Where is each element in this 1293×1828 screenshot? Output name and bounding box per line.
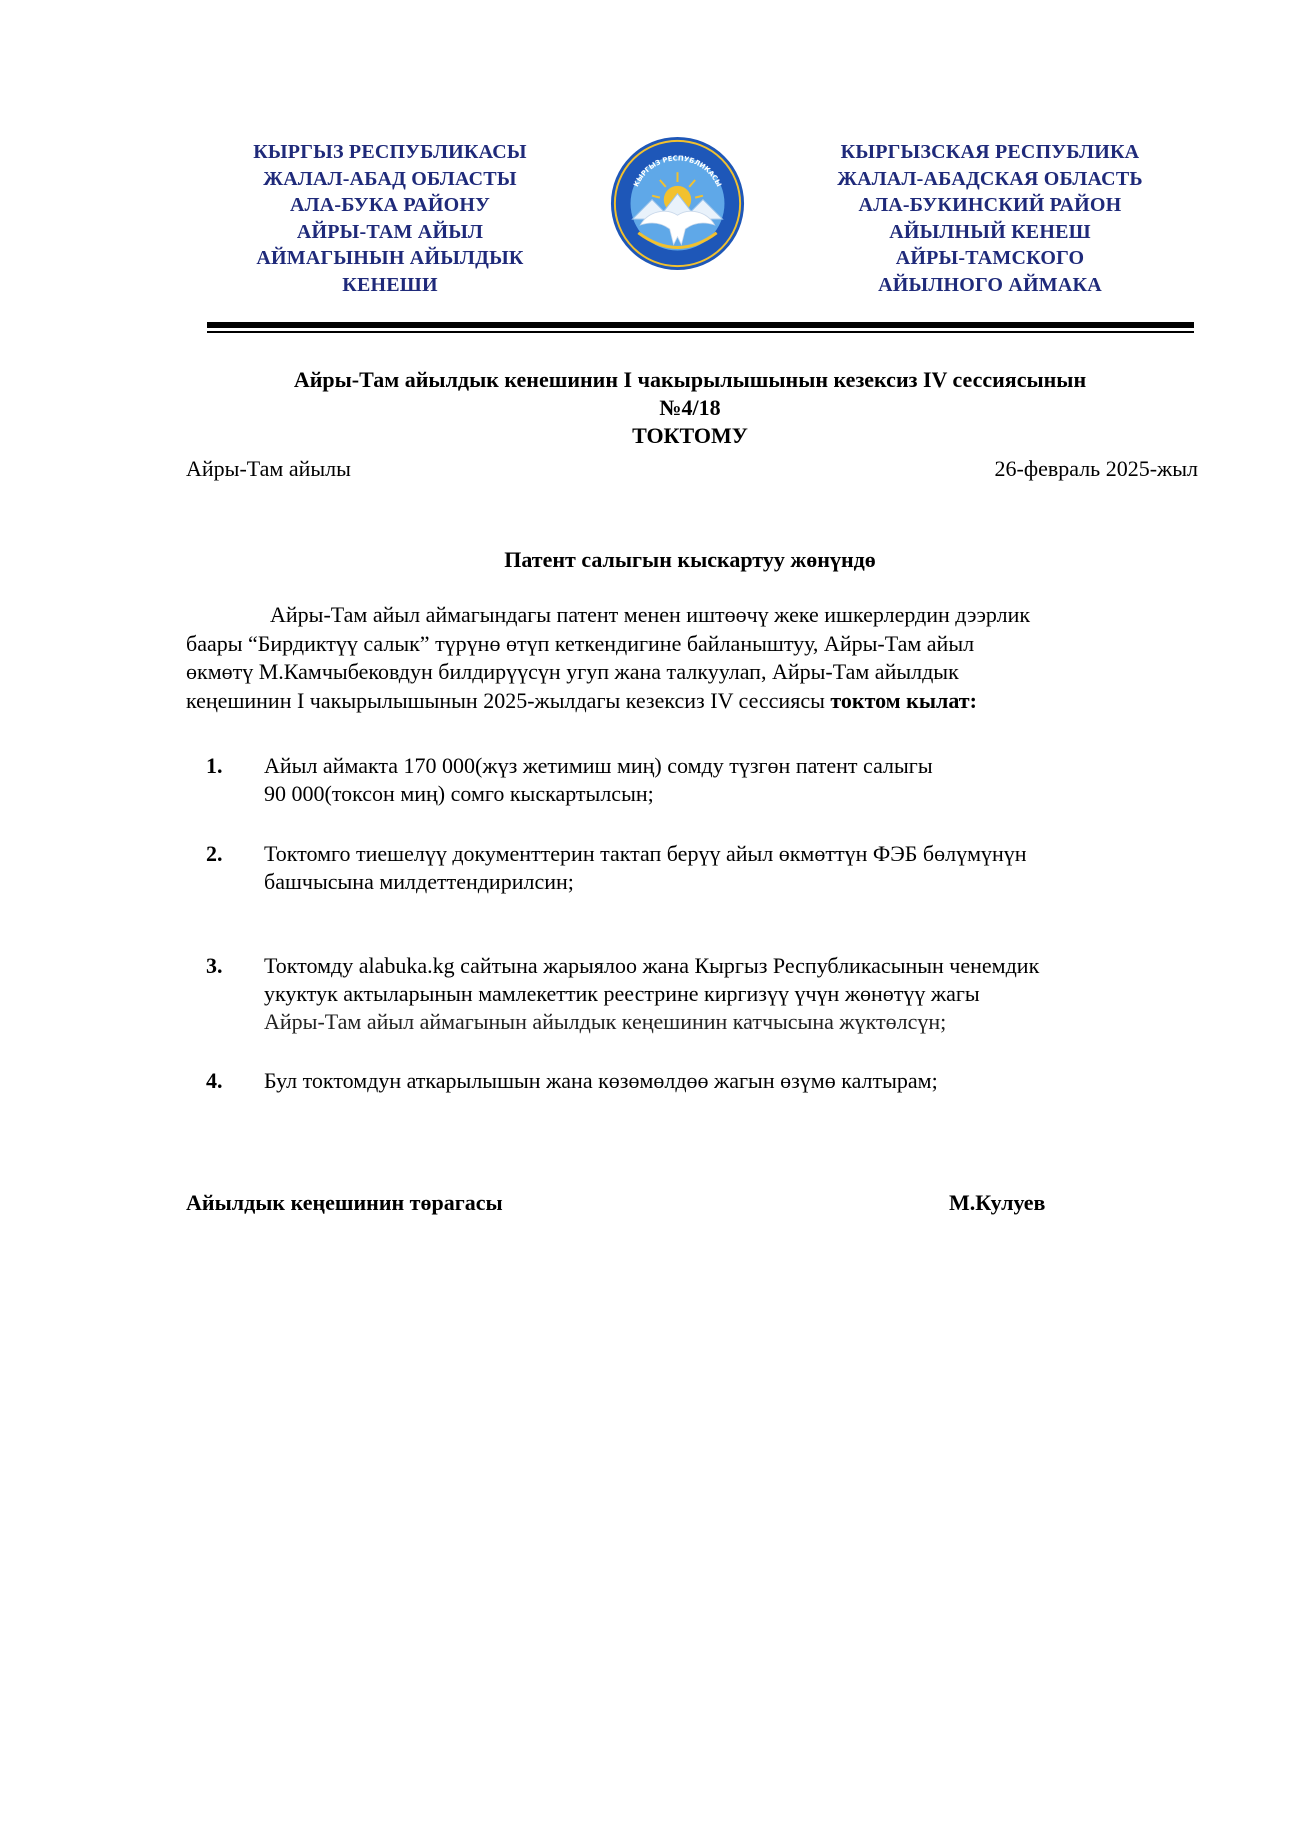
list-item-number: 2. (206, 841, 223, 866)
signature-name: М.Кулуев (949, 1190, 1046, 1215)
list-item (186, 952, 1198, 1036)
preamble-line: өкмөтү М.Камчыбековдун билдирүүсүн угуп жана талкуулап, Айры-Там айылдык (186, 659, 959, 685)
list-item-line: Бул токтомдун аткарылышын жана көзөмөлдөө жагын өзүмө калтырам; (264, 1068, 938, 1093)
list-item-number: 3. (206, 953, 223, 978)
document-subject: Патент салыгын кыскартуу жөнүндө (504, 547, 876, 572)
header-right-line: АЙРЫ-ТАМСКОГО (895, 247, 1085, 269)
header-divider-thin (207, 331, 1194, 333)
header-right-line: ЖАЛАЛ-АБАДСКАЯ ОБЛАСТЬ (837, 167, 1143, 190)
list-item-line: 90 000(токсон миң) сомго кыскартылсын; (264, 781, 654, 806)
list-item-line: Токтомду alabuka.kg сайтына жарыялоо жана Кыргыз Республикасынын ченемдик (264, 953, 1040, 978)
header-left-line: КЫРГЫЗ РЕСПУБЛИКАСЫ (253, 141, 527, 163)
list-item (186, 752, 1198, 808)
list-item (186, 1067, 1198, 1095)
header-right-line: АЙЫЛНОГО АЙМАКА (878, 273, 1102, 296)
list-item-line: Айыл аймакта 170 000(жүз жетимиш миң) сомду түзгөн патент салыгы (264, 753, 933, 778)
document-type: ТОКТОМУ (632, 423, 748, 448)
list-item (186, 840, 1198, 896)
preamble-line: Айры-Там айыл аймагындагы патент менен иштөөчү жеке ишкерлердин дээрлик (270, 602, 1031, 627)
list-item-line: Айры-Там айыл аймагынын айылдык кеңешинин катчысына жүктөлсүн; (264, 1009, 947, 1034)
list-item-line: башчысына милдеттендирилсин; (264, 869, 574, 894)
header-left-line: АЙМАГЫНЫН АЙЫЛДЫК (256, 247, 524, 269)
preamble-paragraph (186, 601, 1198, 716)
state-emblem-icon (609, 135, 746, 272)
header-right-line: АЛА-БУКИНСКИЙ РАЙОН (858, 194, 1122, 216)
header-right-line: АЙЫЛНЫЙ КЕНЕШ (889, 220, 1091, 243)
signature-title: Айылдык кеңешинин төрагасы (186, 1190, 503, 1215)
document-place: Айры-Там айылы (186, 456, 351, 481)
header-left-block (220, 139, 560, 298)
header-right-block (800, 139, 1180, 298)
header-left-line: АЙРЫ-ТАМ АЙЫЛ (296, 220, 484, 243)
document-date: 26-февраль 2025-жыл (994, 456, 1198, 481)
list-item-line: Токтомго тиешелүү документтерин тактап берүү айыл өкмөттүн ФЭБ бөлүмүнүн (264, 841, 1027, 866)
list-item-number: 1. (206, 753, 223, 778)
document-title: Айры-Там айылдык кенешинин I чакырылышынын кезексиз IV сессиясынын (293, 367, 1087, 392)
emblem-text: КЫРГЫЗ РЕСПУБЛИКАСЫ (632, 154, 723, 189)
document-number: №4/18 (659, 395, 721, 420)
header-left-line: ЖАЛАЛ-АБАД ОБЛАСТЫ (263, 167, 517, 190)
preamble-line (186, 687, 1198, 716)
header-left-line: АЛА-БУКА РАЙОНУ (289, 194, 491, 216)
header-divider-thick (207, 322, 1194, 328)
preamble-line-text: кеңешинин I чакырылышынын 2025-жылдагы кезексиз IV сессиясы (186, 688, 825, 714)
header-left-line: КЕНЕШИ (342, 273, 438, 296)
list-item-line: укуктук актыларынын мамлекеттик реестрине киргизүү үчүн жөнөтүү жагы (264, 981, 980, 1006)
header-right-line: КЫРГЫЗСКАЯ РЕСПУБЛИКА (840, 141, 1140, 163)
preamble-line: баары “Бирдиктүү салык” түрүнө өтүп кеткендигине байланыштуу, Айры-Там айыл (186, 630, 975, 656)
preamble-resolution: токтом кылат: (830, 688, 977, 714)
list-item-number: 4. (206, 1068, 223, 1093)
